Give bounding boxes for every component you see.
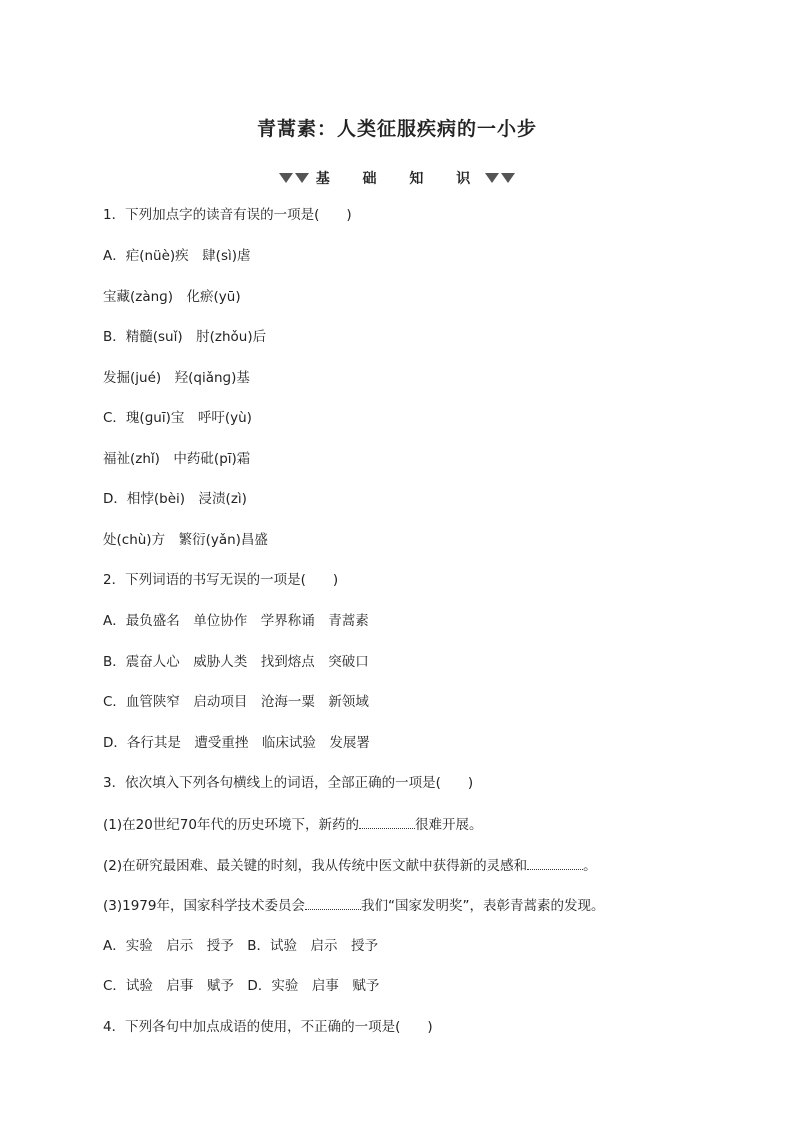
triangle-icon — [295, 173, 309, 183]
q1-option-b: B．精髓(suǐ) 肘(zhǒu)后 — [103, 329, 267, 345]
q1-option-a: A．疟(nüè)疾 肆(sì)虐 — [103, 248, 251, 264]
q2-option-a: A．最负盛名 单位协作 学界称诵 青蒿素 — [103, 613, 369, 629]
triangle-icon — [279, 173, 293, 183]
fill-blank — [527, 855, 583, 870]
q1-option-d: D．相悖(bèi) 浸渍(zì) — [103, 491, 247, 507]
q3-options-ab: A．实验 启示 授予 B．试验 启示 授予 — [103, 938, 378, 954]
q1-option-a-cont: 宝藏(zànɡ) 化瘀(yū) — [103, 289, 241, 305]
q1-option-c-cont: 福祉(zhǐ) 中药砒(pī)霜 — [103, 451, 251, 467]
q2-option-d: D．各行其是 遭受重挫 临床试验 发展署 — [103, 735, 370, 751]
q1-option-b-cont: 发掘(jué) 羟(qiǎnɡ)基 — [103, 370, 250, 386]
q1-option-c: C．瑰(ɡuī)宝 呼吁(yù) — [103, 410, 252, 426]
triangle-icon — [485, 173, 499, 183]
page-title: 青蒿素：人类征服疾病的一小步 — [256, 118, 537, 140]
q3-sentence-3: (3)1979年，国家科学技术委员会 我们“国家发明奖”，表彰青蒿素的发现。 — [103, 895, 604, 916]
fill-blank — [305, 895, 361, 910]
section-title: 基 础 知 识 — [315, 171, 485, 187]
question-3-stem: 3．依次填入下列各句横线上的词语，全部正确的一项是( ) — [103, 775, 474, 791]
question-4-stem: 4．下列各句中加点成语的使用，不正确的一项是( ) — [103, 1019, 433, 1035]
q3-sentence-2: (2)在研究最困难、最关键的时刻，我从传统中医文献中获得新的灵感和 。 — [103, 855, 597, 876]
q2-option-b: B．震奋人心 威胁人类 找到熔点 突破口 — [103, 654, 369, 670]
q3-sentence-1: (1)在20世纪70年代的历史环境下，新药的 很难开展。 — [103, 814, 482, 835]
q2-option-c: C．血管陕窄 启动项目 沧海一粟 新领域 — [103, 694, 369, 710]
section-header — [0, 168, 794, 188]
question-2-stem: 2．下列词语的书写无误的一项是( ) — [103, 572, 339, 588]
q3-options-cd: C．试验 启事 赋予 D．实验 启事 赋予 — [103, 978, 380, 994]
fill-blank — [359, 814, 415, 829]
triangle-icon — [501, 173, 515, 183]
q1-option-d-cont: 处(chù)方 繁衍(yǎn)昌盛 — [103, 532, 268, 548]
question-1-stem: 1．下列加点字的读音有误的一项是( ) — [103, 207, 352, 223]
